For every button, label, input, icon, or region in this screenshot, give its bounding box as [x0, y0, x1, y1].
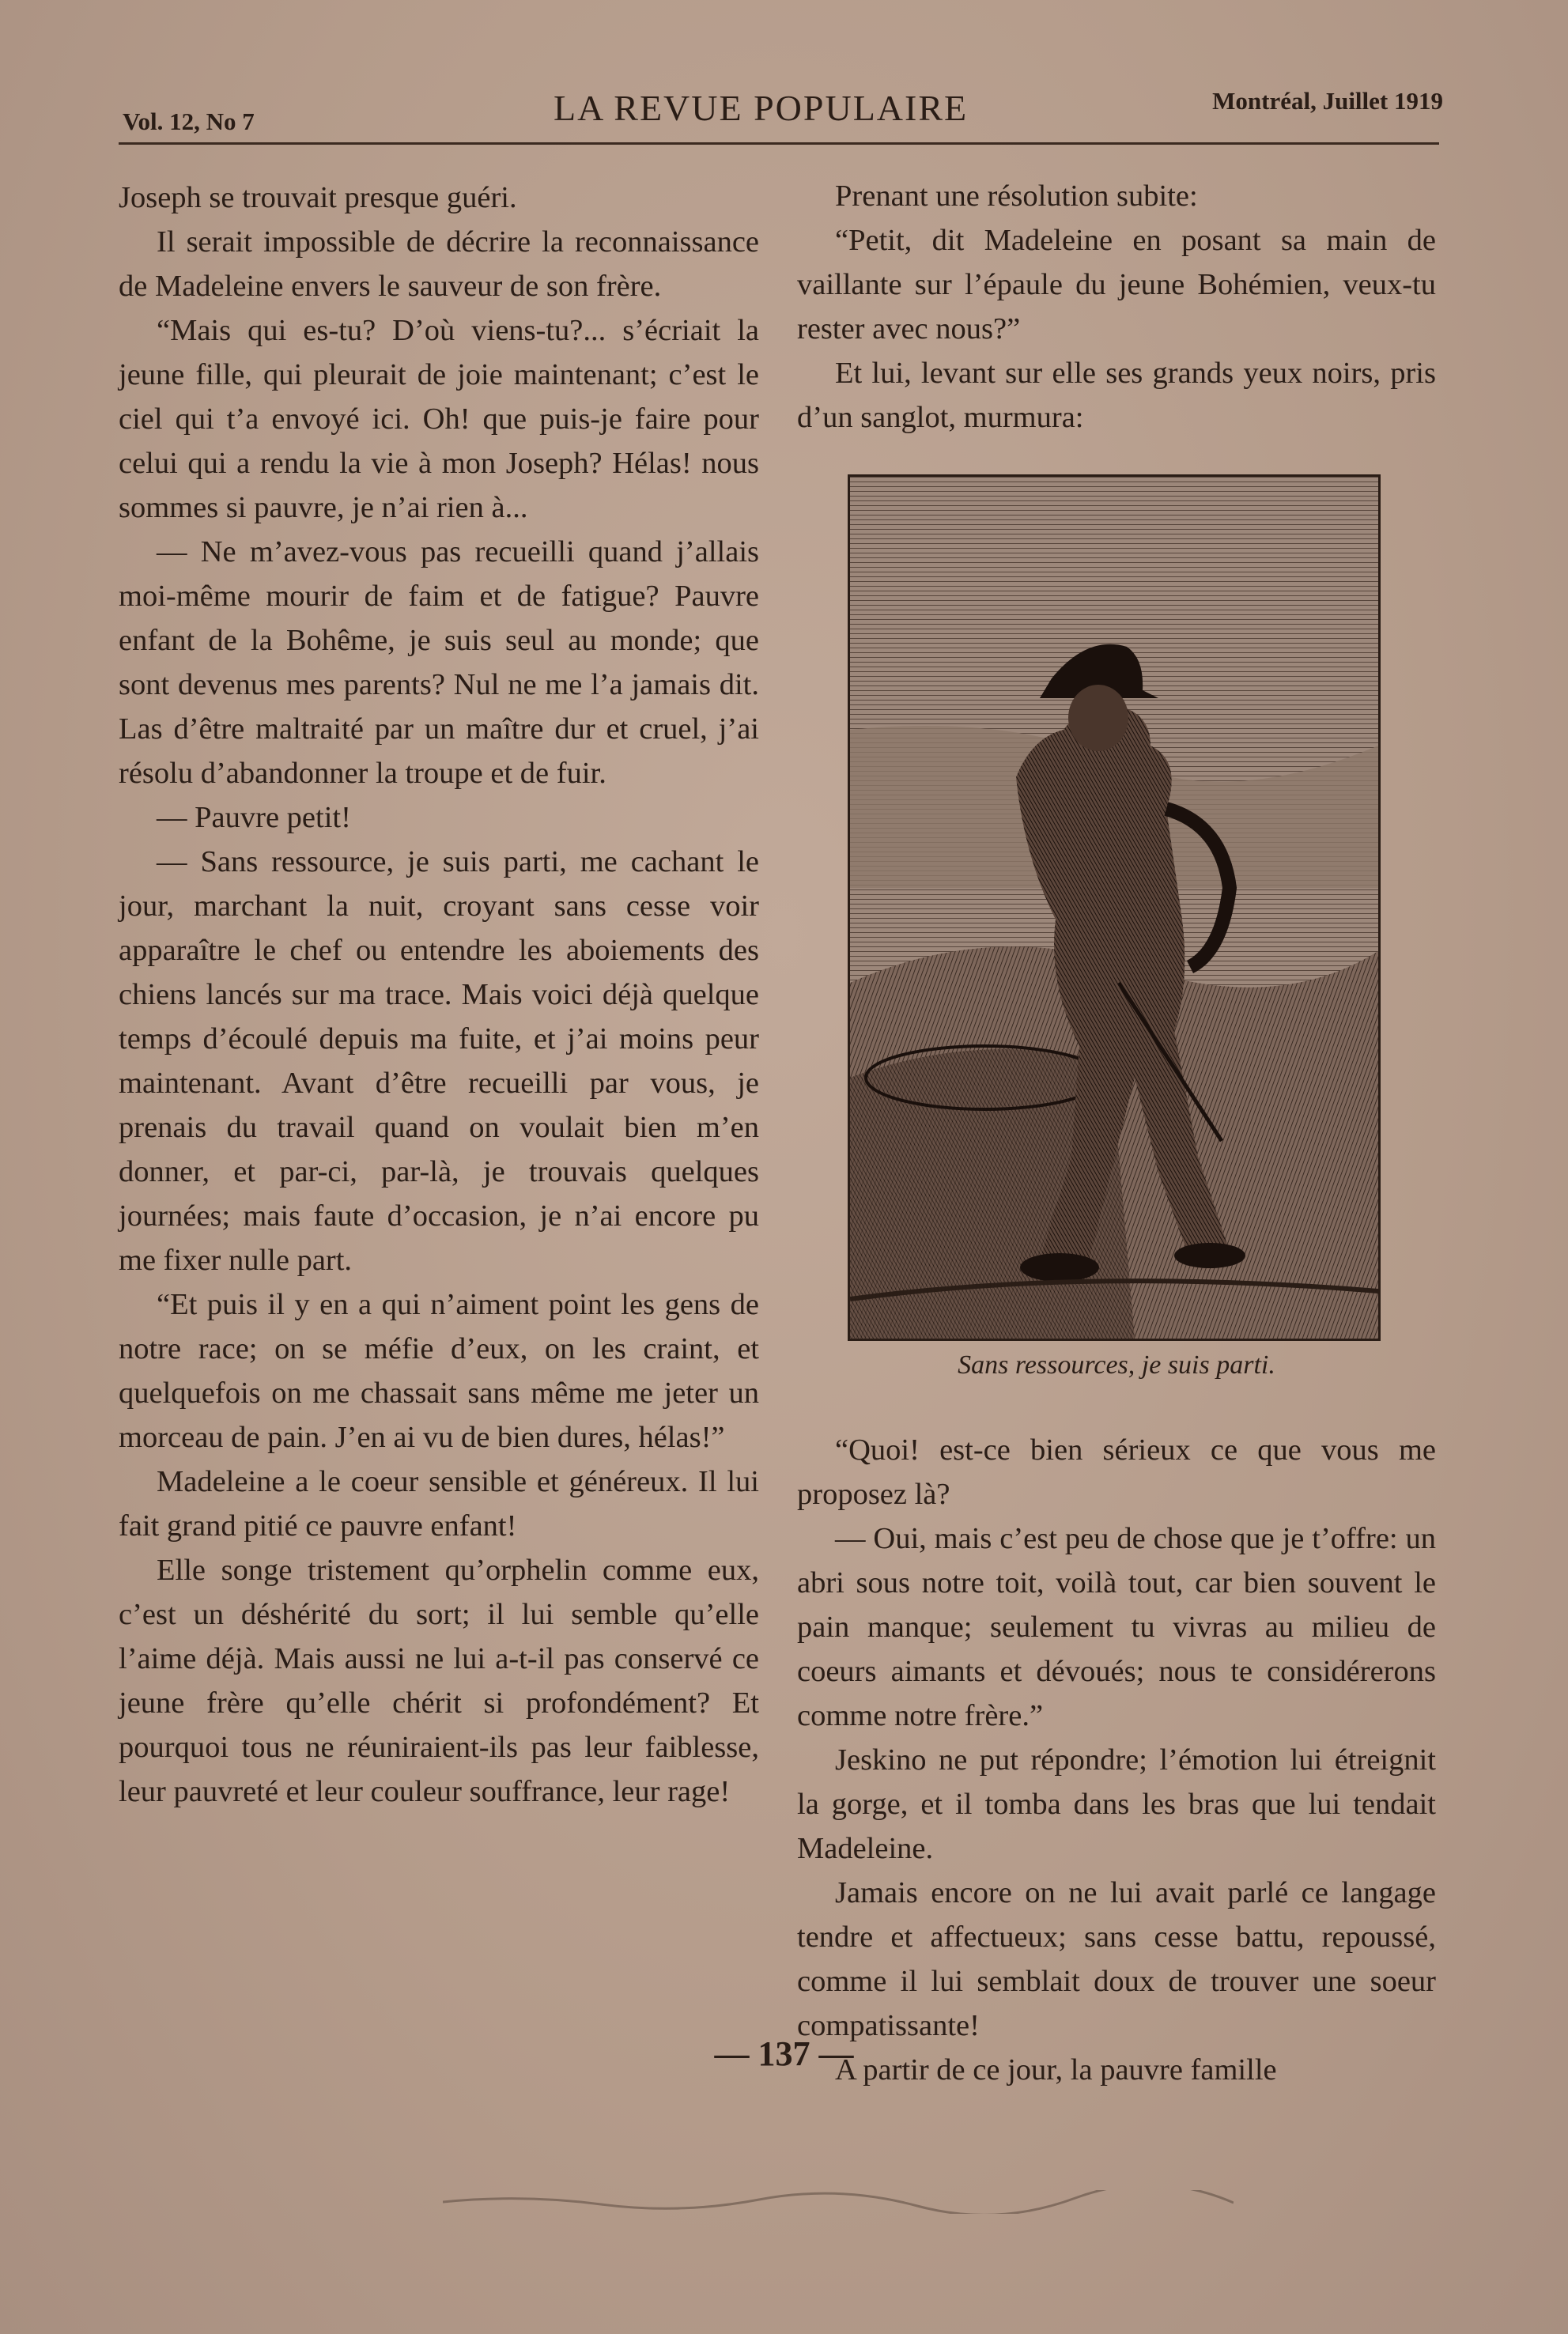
- engraving-illustration: [848, 474, 1381, 1341]
- paragraph: Madeleine a le coeur sensible et généreux. Il lui fait grand pitié ce pauvre enfant!: [119, 1465, 759, 1543]
- page-number: — 137 —: [714, 2034, 854, 2073]
- wanderer-engraving: [850, 477, 1378, 1339]
- paragraph: — Oui, mais c’est peu de chose que je t’offre: un abri sous notre toit, voilà tout, car bien souvent le pain manque; seulement tu vivras au milieu de coeurs aimants et dévoués; nous te considérerons comme notre frère.”: [797, 1522, 1436, 1732]
- paragraph: — Sans ressource, je suis parti, me cachant le jour, marchant la nuit, croyant sans cesse voir apparaître le chef ou entendre les aboiements des chiens lancés sur ma trace. Mais voici déjà quelque temps d’écoulé depuis ma fuite, et j’ai moins peur maintenant. Avant d’être recueilli par vous, je prenais du travail quand on voulait bien m’en donner, et par-ci, par-là, je trouvais quelques journées; mais faute d’occasion, je n’ai encore pu me fixer nulle part.: [119, 845, 759, 1277]
- paragraph: Jeskino ne put répondre; l’émotion lui étreignit la gorge, et il tomba dans les bras que lui tendait Madeleine.: [797, 1743, 1436, 1865]
- paragraph: “Et puis il y en a qui n’aiment point les gens de notre race; on se méfie d’eux, on les craint, et quelquefois on me chassait sans même me jeter un morceau de pain. J’en ai vu de bien dures, hélas!”: [119, 1288, 759, 1454]
- paragraph: Jamais encore on ne lui avait parlé ce langage tendre et affectueux; sans cesse battu, repoussé, comme il lui semblait doux de trouver une soeur compatissante!: [797, 1876, 1436, 2042]
- paragraph: Et lui, levant sur elle ses grands yeux noirs, pris d’un sanglot, murmura:: [797, 357, 1436, 434]
- right-column-top: [797, 174, 1436, 440]
- paragraph: Joseph se trouvait presque guéri.: [119, 181, 517, 214]
- paragraph: “Petit, dit Madeleine en posant sa main de vaillante sur l’épaule du jeune Bohémien, veux-tu rester avec nous?”: [797, 224, 1436, 346]
- paragraph: — Pauvre petit!: [157, 801, 351, 834]
- paragraph: “Mais qui es-tu? D’où viens-tu?... s’écriait la jeune fille, qui pleurait de joie maintenant; c’est le ciel qui t’a envoyé ici. Oh! que puis-je faire pour celui qui a rendu la vie à mon Joseph? Hélas! nous sommes si pauvre, je n’ai rien à...: [119, 314, 759, 524]
- dateline: Montréal, Juillet 1919: [1212, 87, 1443, 115]
- header-rule: [119, 142, 1439, 145]
- paragraph: A partir de ce jour, la pauvre famille: [835, 2053, 1277, 2087]
- paragraph: — Ne m’avez-vous pas recueilli quand j’allais moi-même mourir de faim et de fatigue? Pauvre enfant de la Bohême, je suis seul au monde; que sont devenus mes parents? Nul ne me l’a jamais dit. Las d’être maltraité par un maître dur et cruel, j’ai résolu d’abandonner la troupe et de fuir.: [119, 535, 759, 790]
- paragraph: “Quoi! est-ce bien sérieux ce que vous me proposez là?: [797, 1433, 1436, 1511]
- left-column: [119, 176, 759, 1814]
- paragraph: Il serait impossible de décrire la reconnaissance de Madeleine envers le sauveur de son frère.: [119, 225, 759, 303]
- publication-title: LA REVUE POPULAIRE: [554, 88, 969, 128]
- illustration-caption: Sans ressources, je suis parti.: [958, 1350, 1275, 1380]
- paragraph: Elle songe tristement qu’orphelin comme eux, c’est un déshérité du sort; il lui semble qu’elle l’aime déjà. Mais aussi ne lui a-t-il pas conservé ce jeune frère qu’elle chérit si profondément? Et pourquoi tous ne réuniraient-ils pas leur faiblesse, leur pauvreté et leur couleur souffrance, leur rage!: [119, 1554, 759, 1808]
- volume-label: Vol. 12, No 7: [123, 108, 255, 135]
- page-header: [123, 79, 1443, 134]
- right-column-bottom: [797, 1428, 1436, 2092]
- print-smudge: [443, 2190, 1234, 2214]
- paragraph: Prenant une résolution subite:: [835, 179, 1198, 213]
